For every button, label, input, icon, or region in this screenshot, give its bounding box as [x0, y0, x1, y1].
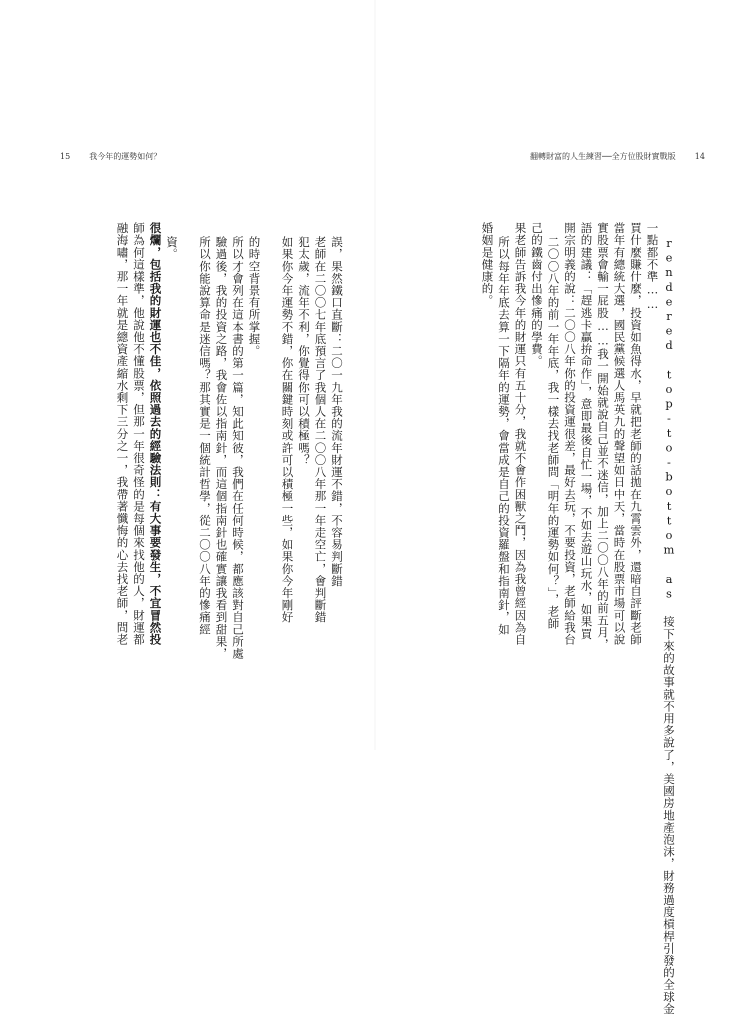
right-body-text [457, 0, 677, 1015]
left-text-column: 師為何這樣準，他說他不懂股票，但那一年很奇怪的是每個來找他的人，財運都 [132, 222, 146, 646]
left-page-number: 15 [60, 152, 71, 161]
right-text-column: 果老師告訴我今年的財運只有五十分，我就不會作困獸之鬥，因為我曾經因為自 [513, 222, 528, 646]
left-text-column: 所以才會列在這本書的第一篇，知此知彼，我們在任何時候，都應該對自己所處 [231, 236, 245, 660]
left-text-column: 很爛，包括我的財運也不佳，依照過去的經驗法則：有大事要發生，不宜冒然投 [148, 222, 163, 646]
right-text-column: 婚姻是健康的。 [480, 222, 495, 307]
right-text-column: 己的鐵齒付出慘痛的學費。 [530, 222, 544, 368]
right-text-column: 一點都不準…… [645, 222, 660, 312]
right-text-column: 所以每年年底去算一下隔年的運勢，會當成是自己的投資羅盤和指南針，如 [497, 236, 511, 636]
right-text-column: 語的建議：「趕逃卡贏拚命作」，意即最後自忙一場，不如去遊山玩水，如果買 [579, 222, 594, 640]
right-page-number: 14 [694, 152, 705, 161]
right-text-column: 買什麼賺什麼，投資如魚得水，早就把老師的話拋在九霄雲外，還暗自評斷老師 [629, 222, 643, 646]
left-text-column: 所以你能說算命是迷信嗎？那其實是一個統計哲學，從二〇〇八年的慘痛經 [198, 236, 212, 636]
right-text-column: 當年有總統大選，國民黨候選人馬英九的聲望如日中天，當時在股票市場可以說 [612, 222, 627, 646]
left-text-column: 驗過後，我的投資之路，我會佐以指南針，而這個指南針也確實讓我看到甜果， [214, 236, 229, 660]
right-text-column: 開宗明義的說：二〇〇八年你的投資運很差，最好去玩，不要投資，老師給我台 [563, 222, 577, 646]
left-text-column: 老師在二〇〇七年底預言了我個人在二〇〇八年那一年走空亡，會判斷錯 [313, 236, 328, 624]
left-text-column: 誤，果然鐵口直斷：二〇一九年我的流年財運不錯，不容易判斷錯 [330, 236, 344, 587]
left-text-column: 的時空背景有所掌握。 [247, 236, 262, 357]
right-text-column: rendered top-to-bottom as 接下來的故事就不用多說了，美國房地產泡沫，財務過度槓桿引發的全球金 [662, 236, 676, 1015]
left-running-head: 我今年的運勢如何？ [89, 152, 162, 161]
left-text-column [180, 0, 197, 580]
left-text-column [263, 0, 280, 580]
right-text-column: 二〇〇八年的前一年年底，我一樣去找老師問「明年的運勢如何？」，老師 [546, 236, 561, 630]
right-running-head: 翻轉財富的人生練習──全方位股財實戰版 [530, 152, 676, 161]
left-text-column: 如果你今年運勢不錯，你在關鍵時刻或許可以積極一些，如果你今年剛好 [280, 236, 295, 624]
right-page [375, 0, 750, 1015]
right-text-column: 實股票會輸一屁股……我一開始就說自己並不迷信，加上二〇〇八年的前五月， [596, 222, 610, 651]
left-page [0, 0, 375, 750]
left-text-column: 融海嘯，那一年就是總資產縮水剩下三分之一，我帶著懺悔的心去找老師，問老 [115, 222, 130, 646]
left-body-text [85, 0, 345, 750]
left-text-column: 犯太歲，流年不利，你覺得你可以積極嗎？ [297, 236, 311, 466]
left-text-column: 資。 [165, 236, 179, 261]
